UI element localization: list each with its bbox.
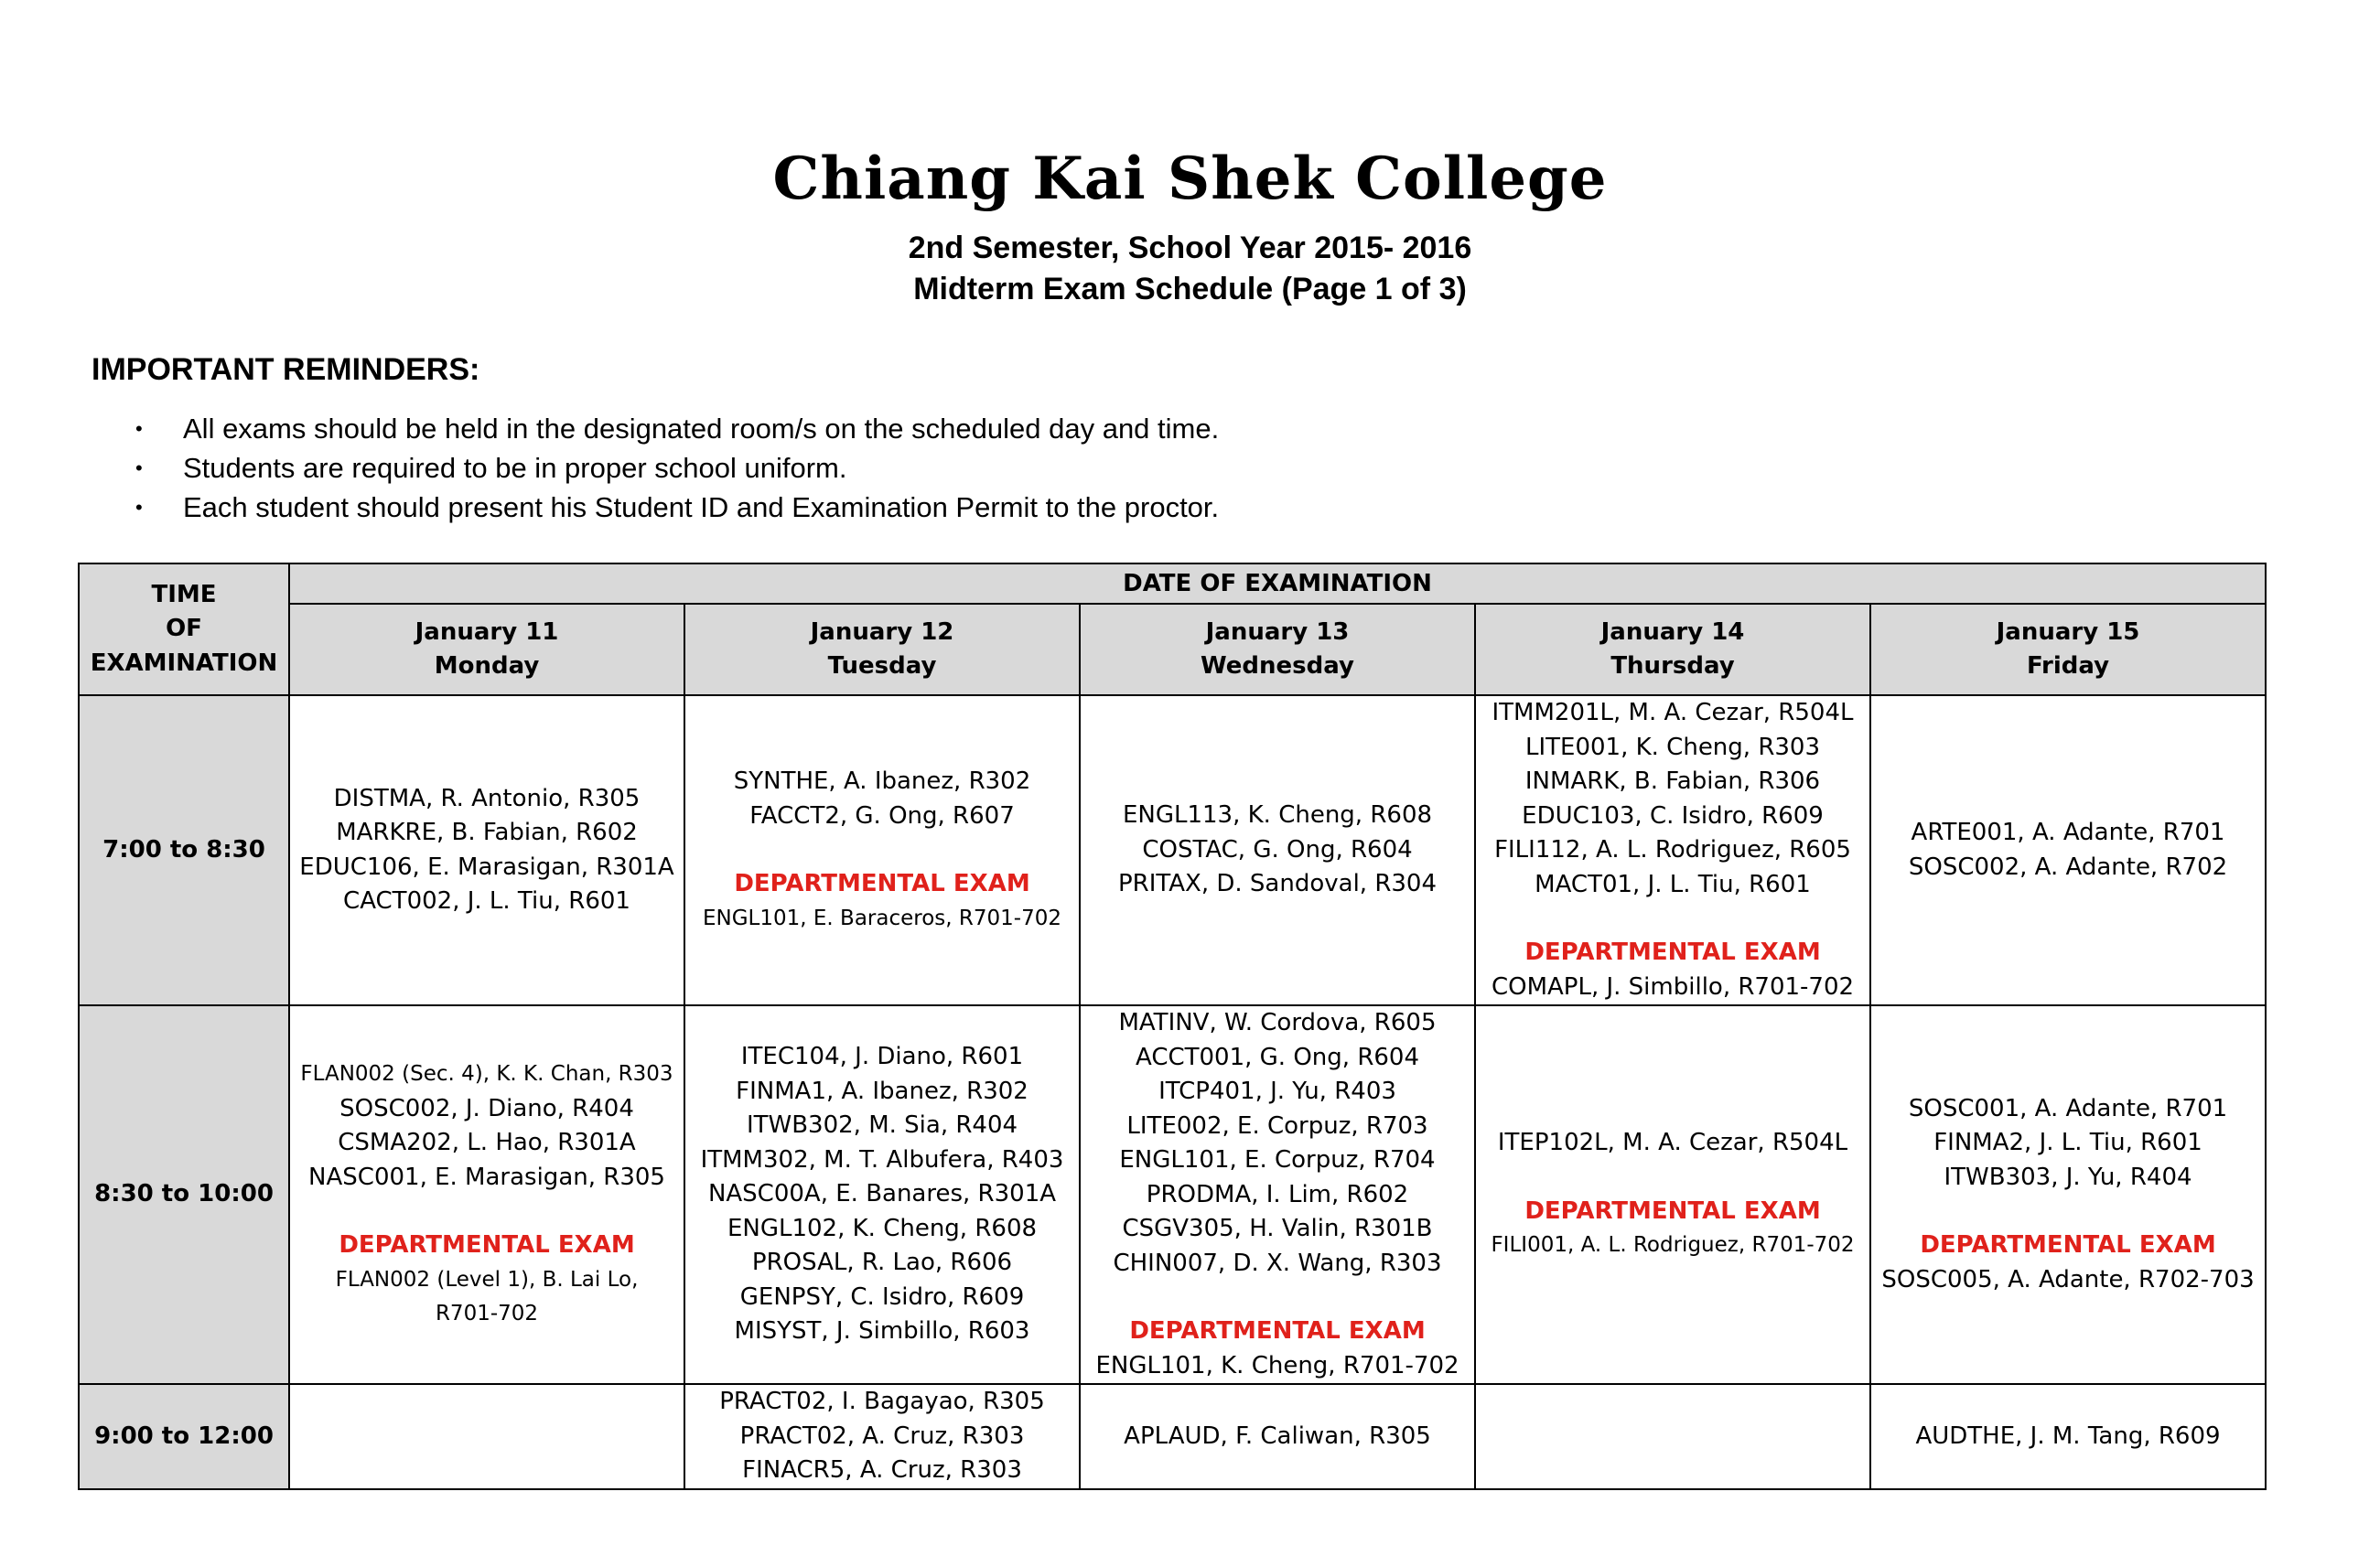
exam-entry: ITMM302, M. T. Albufera, R403 (700, 1145, 1064, 1174)
exam-cell (1870, 1384, 2266, 1489)
exam-entry: SYNTHE, A. Ibanez, R302 (733, 767, 1031, 795)
exam-entry: PRACT02, I. Bagayao, R305 (719, 1388, 1045, 1415)
exam-entry: ITWB302, M. Sia, R404 (746, 1111, 1018, 1140)
table-row (79, 1005, 2266, 1384)
exam-entry: MACT01, J. L. Tiu, R601 (1535, 870, 1811, 898)
exam-entry: APLAUD, F. Caliwan, R305 (1124, 1422, 1431, 1450)
date-of-examination-header: DATE OF EXAMINATION (289, 563, 2266, 604)
exam-entry: CSMA202, L. Hao, R301A (338, 1129, 636, 1157)
day-header-jan-15 (1870, 604, 2266, 695)
semester-subtitle: 2nd Semester, School Year 2015- 2016 (908, 231, 1472, 265)
exam-entry: FINMA1, A. Ibanez, R302 (736, 1077, 1028, 1105)
reminder-item (92, 488, 1219, 527)
exam-cell (1080, 1005, 1475, 1384)
spacer (1875, 1195, 2261, 1229)
exam-cell (289, 1005, 684, 1384)
reminder-text: Students are required to be in proper school uniform. (183, 452, 847, 484)
exam-entry: ITCP401, J. Yu, R403 (1158, 1078, 1396, 1105)
day-weekday: Thursday (1610, 652, 1735, 680)
exam-cell (1870, 695, 2266, 1005)
exam-entry: CSGV305, H. Valin, R301B (1122, 1215, 1433, 1242)
reminder-text: Each student should present his Student ID and Examination Permit to the proctor. (183, 491, 1220, 523)
time-header-line: OF (166, 615, 202, 643)
exam-entry: ENGL101, K. Cheng, R701-702 (1095, 1351, 1459, 1379)
day-header-jan-12 (684, 604, 1080, 695)
exam-entry: MISYST, J. Simbillo, R603 (734, 1317, 1030, 1346)
day-date: January 11 (415, 617, 559, 646)
exam-entry: PRITAX, D. Sandoval, R304 (1117, 870, 1438, 898)
day-header-jan-13 (1080, 604, 1475, 695)
exam-entry: PROSAL, R. Lao, R606 (751, 1249, 1013, 1277)
day-header-jan-14 (1475, 604, 1870, 695)
exam-entry: AUDTHE, J. M. Tang, R609 (1915, 1422, 2221, 1450)
exam-entry: ITMM201L, M. A. Cezar, R504L (1492, 699, 1854, 726)
exam-entry: FILI001, A. L. Rodriguez, R701-702 (1491, 1233, 1855, 1258)
exam-entry: LITE002, E. Corpuz, R703 (1126, 1111, 1428, 1140)
schedule-subtitle: Midterm Exam Schedule (Page 1 of 3) (913, 272, 1467, 306)
departmental-exam-label: DEPARTMENTAL EXAM (1129, 1317, 1426, 1345)
exam-entry: SOSC002, J. Diano, R404 (339, 1094, 634, 1122)
bullet-icon: • (135, 417, 143, 440)
exam-entry: FACCT2, G. Ong, R607 (749, 801, 1015, 830)
bullet-icon: • (135, 496, 143, 519)
exam-cell (1080, 695, 1475, 1005)
day-date: January 15 (1996, 617, 2140, 646)
departmental-exam-label: DEPARTMENTAL EXAM (339, 1231, 635, 1260)
exam-entry: PRODMA, I. Lim, R602 (1146, 1180, 1409, 1208)
exam-entry: FINACR5, A. Cruz, R303 (742, 1456, 1022, 1484)
exam-entry: FLAN002 (Sec. 4), K. K. Chan, R303 (300, 1062, 673, 1087)
college-name: Chiang Kai Shek College (772, 145, 1608, 213)
exam-entry: FILI112, A. L. Rodriguez, R605 (1494, 836, 1851, 864)
exam-entry: SOSC002, A. Adante, R702 (1908, 853, 2228, 881)
day-date: January 13 (1205, 617, 1350, 646)
exam-cell (684, 1384, 1080, 1489)
departmental-exam-label: DEPARTMENTAL EXAM (1920, 1231, 2216, 1260)
spacer (294, 1195, 680, 1229)
day-weekday: Friday (2026, 652, 2110, 680)
exam-cell-empty (289, 1384, 684, 1489)
exam-entry: NASC001, E. Marasigan, R305 (308, 1163, 665, 1191)
spacer (689, 833, 1075, 867)
reminder-text: All exams should be held in the designated room/s on the scheduled day and time. (183, 413, 1220, 445)
day-weekday: Monday (434, 652, 540, 680)
exam-entry: SOSC005, A. Adante, R702-703 (1881, 1265, 2255, 1293)
exam-schedule-table (78, 563, 2267, 1490)
table-row (79, 1384, 2266, 1489)
exam-entry: PRACT02, A. Cruz, R303 (739, 1422, 1025, 1450)
exam-entry: DISTMA, R. Antonio, R305 (333, 784, 641, 812)
departmental-exam-label: DEPARTMENTAL EXAM (1524, 939, 1821, 966)
exam-cell (1475, 695, 1870, 1005)
departmental-exam-label: DEPARTMENTAL EXAM (734, 870, 1030, 897)
spacer (1480, 1161, 1866, 1195)
spacer (1084, 1281, 1470, 1315)
time-header-line: TIME (151, 580, 217, 608)
exam-entry: LITE001, K. Cheng, R303 (1524, 733, 1821, 761)
spacer (1480, 902, 1866, 936)
exam-cell (684, 695, 1080, 1005)
exam-entry: EDUC106, E. Marasigan, R301A (299, 853, 674, 881)
exam-entry: CACT002, J. L. Tiu, R601 (343, 887, 630, 915)
exam-cell (289, 695, 684, 1005)
exam-cell (684, 1005, 1080, 1384)
reminders-heading: IMPORTANT REMINDERS: (92, 352, 480, 387)
day-date: January 12 (810, 617, 954, 646)
exam-entry: INMARK, B. Fabian, R306 (1524, 767, 1821, 795)
exam-entry: SOSC001, A. Adante, R701 (1908, 1094, 2228, 1122)
exam-cell-empty (1475, 1384, 1870, 1489)
exam-cell (1475, 1005, 1870, 1384)
exam-entry: ENGL102, K. Cheng, R608 (727, 1214, 1038, 1242)
time-slot: 9:00 to 12:00 (79, 1384, 289, 1489)
time-slot: 7:00 to 8:30 (79, 695, 289, 1005)
day-weekday: Wednesday (1201, 652, 1354, 680)
exam-entry: ACCT001, G. Ong, R604 (1135, 1043, 1420, 1071)
reminder-item (92, 409, 1219, 448)
day-weekday: Tuesday (827, 652, 937, 680)
day-header-jan-11 (289, 604, 684, 695)
departmental-exam-label: DEPARTMENTAL EXAM (1524, 1197, 1821, 1225)
exam-entry: COMAPL, J. Simbillo, R701-702 (1491, 972, 1855, 1001)
exam-entry: ITWB303, J. Yu, R404 (1944, 1163, 2192, 1191)
exam-cell (1080, 1384, 1475, 1489)
exam-cell (1870, 1005, 2266, 1384)
exam-entry: ARTE001, A. Adante, R701 (1911, 819, 2225, 846)
exam-entry: ITEP102L, M. A. Cezar, R504L (1497, 1129, 1848, 1157)
exam-entry: FLAN002 (Level 1), B. Lai Lo, (335, 1267, 639, 1292)
time-column-header (79, 563, 289, 695)
exam-entry: CHIN007, D. X. Wang, R303 (1113, 1249, 1442, 1277)
exam-entry: COSTAC, G. Ong, R604 (1142, 835, 1413, 864)
reminder-item (92, 448, 1219, 488)
day-date: January 14 (1600, 617, 1745, 646)
exam-entry: NASC00A, E. Banares, R301A (707, 1180, 1057, 1208)
exam-entry: EDUC103, C. Isidro, R609 (1522, 801, 1824, 830)
exam-entry: R701-702 (435, 1302, 539, 1326)
exam-entry: ENGL113, K. Cheng, R608 (1122, 801, 1433, 830)
bullet-icon: • (135, 456, 143, 479)
time-header-line: EXAMINATION (90, 649, 278, 677)
exam-entry: GENPSY, C. Isidro, R609 (739, 1282, 1025, 1311)
exam-entry: ENGL101, E. Baraceros, R701-702 (703, 906, 1061, 930)
reminders-list (92, 409, 1219, 527)
exam-entry: FINMA2, J. L. Tiu, R601 (1933, 1129, 2202, 1157)
exam-entry: MATINV, W. Cordova, R605 (1118, 1009, 1437, 1036)
exam-entry: ENGL101, E. Corpuz, R704 (1119, 1146, 1436, 1174)
exam-entry: MARKRE, B. Fabian, R602 (336, 819, 638, 846)
exam-entry: ITEC104, J. Diano, R601 (740, 1043, 1024, 1071)
time-slot: 8:30 to 10:00 (79, 1005, 289, 1384)
table-row (79, 695, 2266, 1005)
